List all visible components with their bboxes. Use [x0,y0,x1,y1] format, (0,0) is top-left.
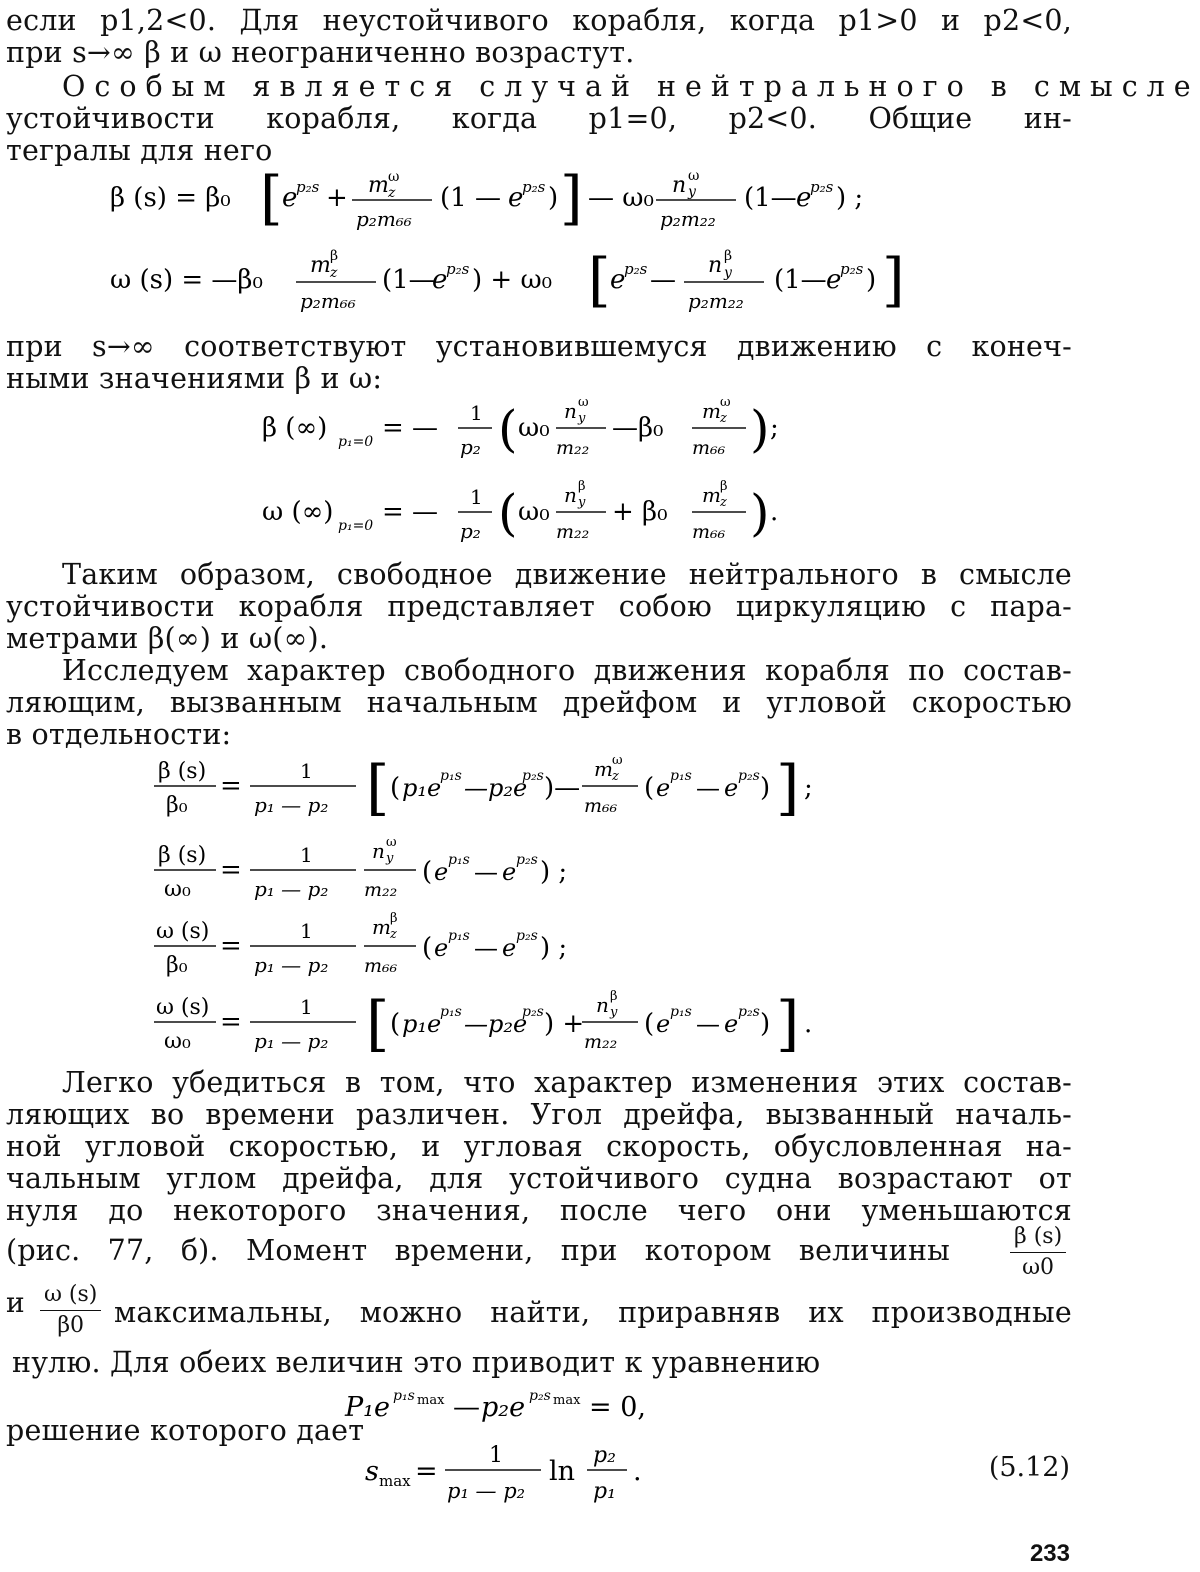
svg-text:): ) [548,183,559,213]
svg-text:): ) [760,773,771,803]
text-line-22: решение которого дает [6,1414,365,1447]
svg-text:[: [ [260,164,283,232]
svg-text:β (s): β (s) [158,843,207,868]
equation-s-max [365,1432,705,1519]
svg-text:ω: ω [720,395,731,410]
svg-text:(1 —: (1 — [440,183,501,213]
svg-text:m: m [702,483,721,507]
svg-text:ω: ω [386,835,397,850]
svg-text:p₂m₂₂: p₂m₂₂ [660,207,716,231]
svg-text:ln: ln [549,1456,576,1487]
svg-text:p₂s: p₂s [522,1004,544,1020]
text-line-21: нулю. Для обеих величин это приводит к уравнению [12,1346,821,1379]
text-line-8: Таким образом, свободное движение нейтрального в смысле [62,558,1072,591]
svg-text:m: m [594,757,613,781]
svg-text:e: e [434,934,449,962]
svg-text:β: β [724,248,733,264]
svg-text:y: y [578,411,586,426]
svg-text:m: m [372,915,391,939]
svg-text:n: n [596,993,609,1017]
svg-text:e: e [724,774,739,802]
equation-omega-over-omega0 [150,984,930,1071]
svg-text:;: ; [804,773,813,803]
svg-text:ω (∞): ω (∞) [262,497,334,527]
svg-text:m₂₂: m₂₂ [584,1031,618,1053]
svg-text:) + ω₀: ) + ω₀ [472,265,553,295]
text-line-12: ляющим, вызванным начальным дрейфом и угловой скоростью [6,686,1072,719]
svg-text:β (∞): β (∞) [262,413,328,443]
svg-text:—: — [474,858,498,886]
svg-text:]: ] [776,989,800,1059]
svg-text:β: β [610,989,618,1004]
svg-text:p₂: p₂ [460,435,481,459]
svg-text:p₂m₂₂: p₂m₂₂ [688,289,744,313]
svg-text:e: e [610,265,626,295]
svg-text:m₆₆: m₆₆ [364,955,398,977]
svg-text:β: β [330,248,339,264]
equation-omega-infinity [262,472,822,559]
svg-text:z: z [390,927,397,942]
text-line-13: в отдельности: [6,718,232,751]
svg-text:p₂m₆₆: p₂m₆₆ [300,289,356,313]
svg-text:s: s [365,1456,379,1487]
svg-text:p₁ — p₂: p₁ — p₂ [254,1029,329,1053]
svg-text:p₂: p₂ [593,1443,616,1468]
svg-text:(1—: (1— [774,265,827,295]
svg-text:.: . [633,1456,642,1487]
svg-text:ω: ω [688,168,700,184]
svg-text:p₂s: p₂s [522,178,546,196]
svg-text:z: z [612,769,619,784]
svg-text:(1—: (1— [382,265,435,295]
text-line-18: нуля до некоторого значения, после чего они уменьшаются [6,1194,1072,1227]
svg-text:β: β [578,479,586,494]
text-line-16: ной угловой скоростью, и угловая скорость, обусловленная на- [6,1130,1072,1163]
equation-beta-over-omega0 [150,832,750,911]
svg-text:p₁s: p₁s [448,852,470,868]
svg-text:e: e [724,1010,739,1038]
text-line-11: Исследуем характер свободного движения корабля по состав- [62,654,1072,687]
svg-text:(: ( [644,773,655,803]
svg-text:ω₀: ω₀ [518,413,550,443]
svg-text:e: e [656,774,671,802]
text-line-2: при s→∞ β и ω неограниченно возрастут. [6,36,635,69]
svg-text:(: ( [644,1009,655,1039]
inline-fraction-beta-omega [1010,1222,1066,1283]
frac-num: ω (s) [40,1280,101,1311]
svg-text:—: — [474,934,498,962]
svg-text:n: n [672,173,687,198]
svg-text:max: max [553,1393,581,1408]
text-line-20: максимальны, можно найти, приравняв их производные [114,1296,1072,1329]
svg-text:z: z [720,495,727,510]
inline-conjunction: и [6,1286,25,1319]
svg-text:e: e [826,265,842,295]
svg-text:p₁ — p₂: p₁ — p₂ [254,953,329,977]
svg-text:max: max [379,1472,411,1490]
svg-text:max: max [417,1393,445,1408]
svg-text:1: 1 [300,919,313,943]
svg-text:): ) [750,400,770,458]
svg-text:) ;: ) ; [540,933,568,963]
svg-text:—p₂e: —p₂e [464,1010,528,1038]
svg-text:p₁ — p₂: p₁ — p₂ [254,793,329,817]
svg-text:β: β [720,479,728,494]
svg-text:[: [ [588,246,611,314]
svg-text:p₂s: p₂s [840,260,864,278]
svg-text:p₂s: p₂s [529,1388,551,1404]
svg-text:.: . [804,1009,813,1039]
svg-text:]: ] [776,753,800,823]
svg-text:m: m [368,173,389,198]
svg-text:p₂s: p₂s [522,768,544,784]
svg-text:ω (s): ω (s) [156,919,210,944]
svg-text:;: ; [770,413,779,443]
svg-text:= —: = — [382,413,439,443]
svg-text:—β₀: —β₀ [612,413,664,443]
text-line-19: (рис. 77, б). Момент времени, при котором величины [6,1234,951,1267]
svg-text:p₂s: p₂s [738,768,760,784]
page-number: 233 [1029,1540,1070,1567]
svg-text:m₂₂: m₂₂ [556,437,590,459]
svg-text:— ω₀: — ω₀ [588,183,654,213]
inline-fraction-omega-beta [40,1280,101,1341]
svg-text:p₂: p₂ [460,519,481,543]
svg-text:z: z [330,265,338,281]
svg-text:p₁s: p₁s [670,1004,692,1020]
svg-text:m: m [702,399,721,423]
svg-text:): ) [866,265,877,295]
svg-text:[: [ [366,753,390,823]
svg-text:1: 1 [489,1443,503,1468]
svg-text:β₀: β₀ [166,793,188,818]
text-line-7: ными значениями β и ω: [6,362,383,395]
svg-text:p₂s: p₂s [624,260,648,278]
svg-text:+: + [326,183,348,213]
svg-text:β (s) = β₀: β (s) = β₀ [110,183,231,213]
svg-text:β (s): β (s) [158,759,207,784]
frac-den: β0 [57,1313,85,1338]
svg-text:y: y [610,1005,618,1020]
svg-text:e: e [502,934,517,962]
svg-text:p₁=0: p₁=0 [338,518,374,534]
equation-1-svg [110,166,960,236]
svg-text:)—: )— [544,773,581,803]
svg-text:(: ( [422,933,433,963]
svg-text:p₁e: p₁e [402,774,442,802]
svg-text:p₂s: p₂s [738,1004,760,1020]
svg-text:z: z [388,185,396,201]
svg-text:p₂e: p₂e [481,1392,526,1423]
svg-text:= 0,: = 0, [589,1392,646,1423]
svg-text:p₁s: p₁s [448,928,470,944]
svg-text:e: e [656,1010,671,1038]
svg-text:ω (s) = —β₀: ω (s) = —β₀ [110,265,263,295]
frac-num: β (s) [1010,1222,1066,1253]
svg-text:m: m [310,253,331,278]
svg-text:e: e [282,183,298,213]
svg-text:e: e [432,265,448,295]
svg-text:n: n [564,399,577,423]
svg-text:—: — [696,774,720,802]
svg-text:p₁s: p₁s [440,768,462,784]
svg-text:1: 1 [300,759,313,783]
equation-2-svg [110,244,970,320]
svg-text:ω₀: ω₀ [164,877,191,902]
svg-text:e: e [502,858,517,886]
svg-text:ω: ω [612,753,623,768]
svg-text:—: — [650,265,676,295]
svg-text:(: ( [422,857,433,887]
svg-text:=: = [220,855,242,885]
svg-text:m₆₆: m₆₆ [692,437,726,459]
equation-omega-s [110,244,970,327]
svg-text:p₁s: p₁s [670,768,692,784]
svg-text:=: = [220,1007,242,1037]
svg-text:p₂s: p₂s [516,852,538,868]
svg-text:): ) [760,1009,771,1039]
svg-text:z: z [720,411,727,426]
text-line-3: Особым является случай нейтрального в смысле [62,70,1200,103]
text-line-17: чальным углом дрейфа, для устойчивого судна возрастают от [6,1162,1072,1195]
svg-text:(: ( [498,484,518,542]
svg-text:y: y [724,265,732,281]
svg-text:—p₂e: —p₂e [464,774,528,802]
svg-text:e: e [508,183,524,213]
svg-text:ω: ω [388,169,400,185]
svg-text:p₂s: p₂s [446,260,470,278]
svg-text:=: = [220,931,242,961]
svg-text:p₂s: p₂s [296,178,320,196]
svg-text:ω₀: ω₀ [164,1029,191,1054]
svg-text:—: — [453,1392,480,1423]
svg-text:p₁ — p₂: p₁ — p₂ [447,1479,526,1503]
svg-text:m₆₆: m₆₆ [584,795,618,817]
svg-text:ω₀: ω₀ [518,497,550,527]
svg-text:=: = [220,771,242,801]
equation-beta-infinity [262,392,822,473]
svg-text:+ β₀: + β₀ [612,497,668,527]
text-line-14: Легко убедиться в том, что характер изменения этих состав- [62,1066,1072,1099]
svg-text:]: ] [882,246,905,314]
text-line-6: при s→∞ соответствуют установившемуся движению с конеч- [6,330,1072,363]
svg-text:y: y [578,495,586,510]
svg-text:(: ( [390,1009,401,1039]
svg-text:p₁s: p₁s [440,1004,462,1020]
svg-text:]: ] [560,164,583,232]
svg-text:(: ( [390,773,401,803]
svg-text:p₂s: p₂s [810,178,834,196]
svg-text:p₂s: p₂s [516,928,538,944]
svg-text:n: n [372,839,385,863]
svg-text:p₂m₆₆: p₂m₆₆ [356,207,412,231]
frac-den: ω0 [1022,1255,1055,1280]
svg-text:) +: ) + [544,1009,585,1039]
svg-text:.: . [770,497,779,527]
svg-text:p₁e: p₁e [402,1010,442,1038]
text-line-9: устойчивости корабля представляет собою циркуляцию с пара- [6,590,1072,623]
svg-text:1: 1 [300,995,313,1019]
text-line-10: метрами β(∞) и ω(∞). [6,622,329,655]
svg-text:m₂₂: m₂₂ [364,879,398,901]
svg-text:(1—: (1— [744,183,797,213]
svg-text:1: 1 [300,843,313,867]
svg-text:β₀: β₀ [166,953,188,978]
svg-text:n: n [564,483,577,507]
svg-text:y: y [386,851,394,866]
text-line-4: устойчивости корабля, когда p1=0, p2<0. Общие ин- [6,102,1072,135]
equation-beta-s [110,166,960,243]
svg-text:[: [ [366,989,390,1059]
svg-text:) ;: ) ; [836,183,864,213]
svg-text:m₆₆: m₆₆ [692,521,726,543]
text-line-1: если p1,2<0. Для неустойчивого корабля, когда p1>0 и p2<0, [6,4,1072,37]
text-line-5: тегралы для него [6,134,273,167]
text-line-15: ляющих во времени различен. Угол дрейфа, вызванный началь- [6,1098,1072,1131]
svg-text:ω (s): ω (s) [156,995,210,1020]
svg-text:1: 1 [470,401,483,425]
svg-text:y: y [688,184,696,200]
equation-beta-over-beta0 [150,748,930,833]
svg-text:p₁s: p₁s [393,1388,415,1404]
svg-text:—: — [696,1010,720,1038]
svg-text:p₁=0: p₁=0 [338,434,374,450]
svg-text:): ) [750,484,770,542]
equation-omega-over-beta0 [150,908,750,987]
svg-text:= —: = — [382,497,439,527]
svg-text:e: e [796,183,812,213]
svg-text:) ;: ) ; [540,857,568,887]
svg-text:=: = [415,1456,438,1487]
svg-text:m₂₂: m₂₂ [556,521,590,543]
svg-text:p₁: p₁ [593,1479,616,1504]
svg-text:(: ( [498,400,518,458]
svg-text:P₁e: P₁e [345,1392,390,1423]
svg-text:n: n [708,253,723,278]
svg-text:e: e [434,858,449,886]
svg-text:ω: ω [578,395,589,410]
equation-number: (5.12) [988,1452,1070,1483]
svg-text:1: 1 [470,485,483,509]
svg-text:β: β [390,911,398,926]
svg-text:p₁ — p₂: p₁ — p₂ [254,877,329,901]
